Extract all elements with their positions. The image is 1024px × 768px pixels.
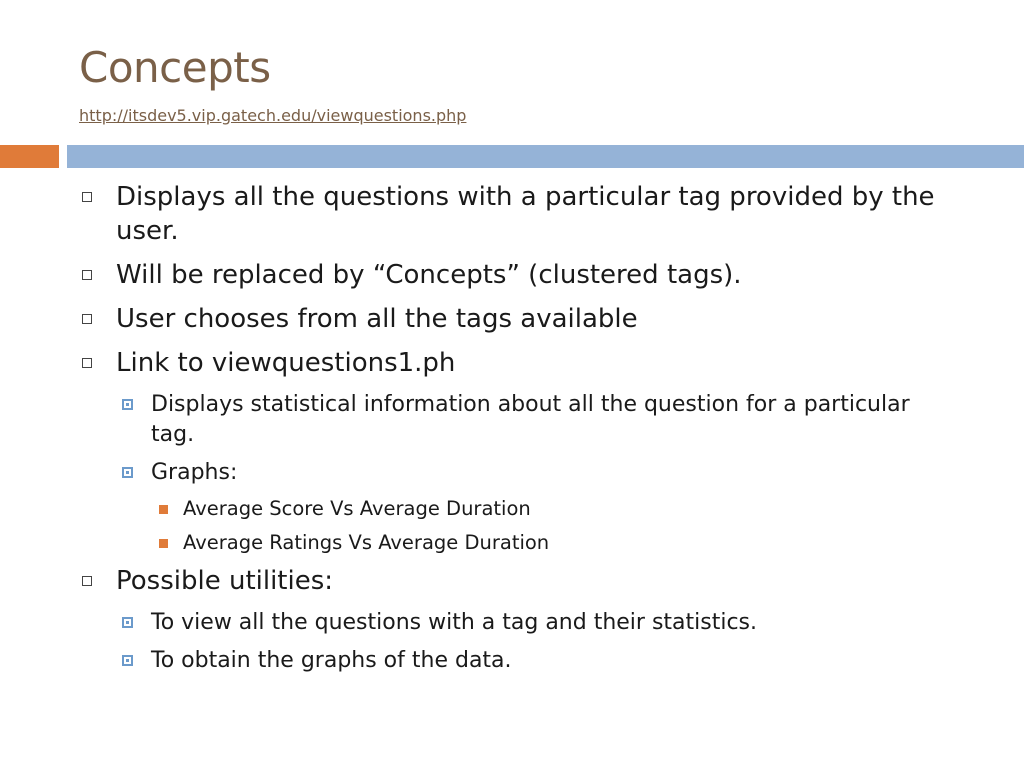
sub-bullet-text: Graphs:: [151, 460, 238, 485]
framed-square-bullet-icon: [122, 467, 133, 478]
hollow-square-bullet-icon: [82, 314, 92, 324]
bullet-text: Link to viewquestions1.ph: [116, 348, 456, 378]
sub-sub-bullet-text: Average Ratings Vs Average Duration: [183, 531, 550, 554]
hollow-square-bullet-icon: [82, 192, 92, 202]
framed-square-bullet-icon: [122, 399, 133, 410]
blue-header-bar: [67, 145, 1024, 168]
bullet-item: [0, 346, 1024, 380]
filled-square-bullet-icon: [159, 539, 168, 548]
sub-bullet-item: [0, 390, 1024, 450]
hollow-square-bullet-icon: [82, 358, 92, 368]
bullet-text: Displays all the questions with a particular tag provided by the user.: [116, 182, 935, 246]
hollow-square-bullet-icon: [82, 576, 92, 586]
sub-bullet-text: Displays statistical information about all the question for a particular tag.: [151, 392, 910, 447]
hollow-square-bullet-icon: [82, 270, 92, 280]
sub-bullet-item: [0, 608, 1024, 638]
framed-square-bullet-icon: [122, 655, 133, 666]
bullet-item: [0, 180, 1024, 248]
bullet-list: [0, 180, 1024, 684]
sub-sub-bullet-item: [0, 530, 1024, 556]
sub-bullet-text: To obtain the graphs of the data.: [151, 648, 512, 673]
bullet-item: [0, 258, 1024, 292]
bullet-text: User chooses from all the tags available: [116, 304, 638, 334]
framed-square-bullet-icon: [122, 617, 133, 628]
sub-bullet-text: To view all the questions with a tag and their statistics.: [151, 610, 758, 635]
filled-square-bullet-icon: [159, 505, 168, 514]
sub-sub-bullet-item: [0, 496, 1024, 522]
sub-sub-bullet-text: Average Score Vs Average Duration: [183, 497, 531, 520]
bullet-text: Will be replaced by “Concepts” (clustered tags).: [116, 260, 742, 290]
sub-bullet-item: [0, 458, 1024, 488]
bullet-item: [0, 564, 1024, 598]
slide-title: Concepts: [79, 43, 271, 92]
viewquestions-link[interactable]: http://itsdev5.vip.gatech.edu/viewquestions.php: [79, 106, 467, 125]
orange-accent-bar: [0, 145, 59, 168]
bullet-text: Possible utilities:: [116, 566, 334, 596]
sub-bullet-item: [0, 646, 1024, 676]
bullet-item: [0, 302, 1024, 336]
